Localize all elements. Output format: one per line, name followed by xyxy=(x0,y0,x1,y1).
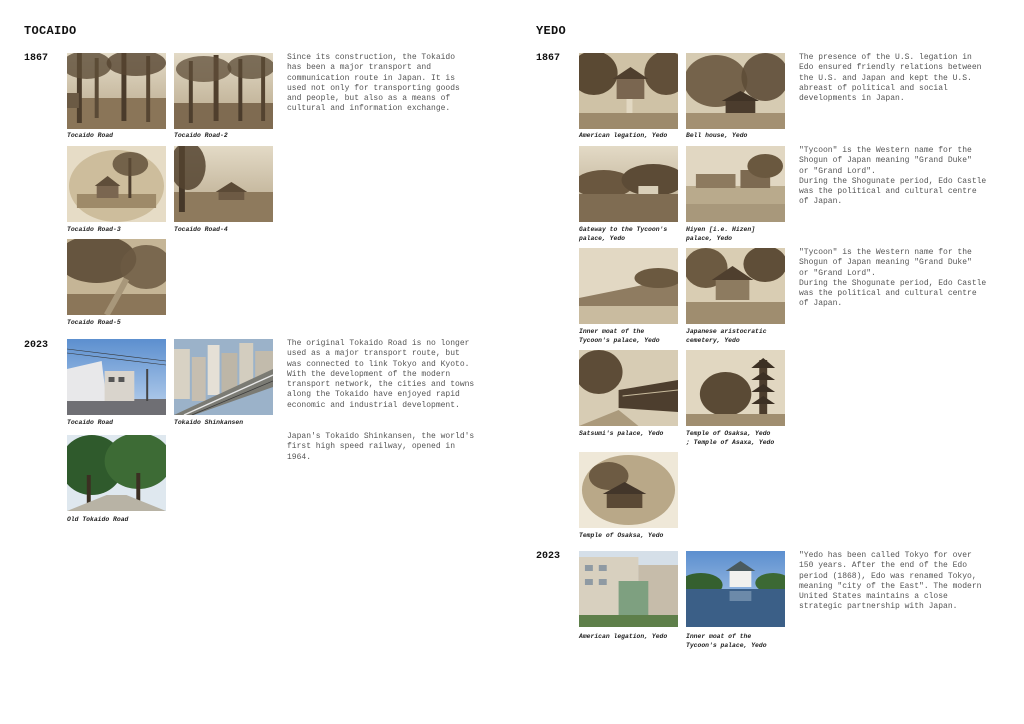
tocaido-road-5-caption: Tocaido Road-5 xyxy=(67,319,121,326)
hiyen-palace-caption: Hiyen [i.e. Hizen] palace, Yedo xyxy=(686,226,756,242)
gateway-tycoon-palace-caption: Gateway to the Tycoon's palace, Yedo xyxy=(579,226,668,242)
yedo-year-1867: 1867 xyxy=(536,53,561,64)
bell-house-caption: Bell house, Yedo xyxy=(686,132,748,139)
inner-moat-2023-photo xyxy=(686,551,785,627)
yedo-text-1: The presence of the U.S. legation in Edo ensured friendly relations between the U.S. and Japan and kept the U.S. abreast of political and social developments in Japan. xyxy=(799,53,982,104)
aristocratic-cemetery-photo xyxy=(686,248,785,324)
hiyen-palace-photo xyxy=(686,146,785,222)
old-tokaido-road-photo xyxy=(67,435,166,511)
inner-moat-1867-caption: Inner moat of the Tycoon's palace, Yedo xyxy=(579,328,660,344)
tokaido-shinkansen-caption: Tokaido Shinkansen xyxy=(174,419,244,426)
american-legation-1867-photo xyxy=(579,53,678,129)
tocaido-road-3-photo xyxy=(67,146,166,222)
tokaido-shinkansen-photo xyxy=(174,339,273,415)
inner-moat-1867-photo xyxy=(579,248,678,324)
tocaido-road-5-photo xyxy=(67,239,166,315)
yedo-text-3: "Tycoon" is the Western name for the Shogun of Japan meaning "Grand Duke" or "Grand Lord". During the Shogunate period, Edo Castle was the political and cultural centre of Japan. xyxy=(799,248,987,309)
yedo-2023-text: "Yedo has been called Tokyo for over 150 years. After the end of the Edo period (1868), Edo was renamed Tokyo, meaning "city of the East". The modern United States maintains a close strategic partnership with Japan. xyxy=(799,551,982,612)
temple-osaksa-caption: Temple of Osaksa, Yedo xyxy=(579,532,664,539)
temple-osaksa-photo xyxy=(579,452,678,528)
temple-osaksa-pagoda-caption: Temple of Osaksa, Yedo ; Temple of Asaxa, Yedo xyxy=(686,430,775,446)
tocaido-road-4-caption: Tocaido Road-4 xyxy=(174,226,228,233)
satsumi-palace-photo xyxy=(579,350,678,426)
gateway-tycoon-palace-photo xyxy=(579,146,678,222)
american-legation-1867-caption: American legation, Yedo xyxy=(579,132,668,139)
temple-osaksa-pagoda-photo xyxy=(686,350,785,426)
tocaido-title: TOCAIDO xyxy=(24,24,77,38)
tocaido-road-2-photo xyxy=(174,53,273,129)
old-tokaido-road-caption: Old Tokaido Road xyxy=(67,516,129,523)
aristocratic-cemetery-caption: Japanese aristocratic cemetery, Yedo xyxy=(686,328,767,344)
tocaido-road-modern-photo xyxy=(67,339,166,415)
tocaido-2023-text-b: Japan's Tokaido Shinkansen, the world's first high speed railway, opened in 1964. xyxy=(287,432,475,462)
yedo-year-2023: 2023 xyxy=(536,551,561,562)
tocaido-road-2-caption: Tocaido Road-2 xyxy=(174,132,228,139)
tocaido-year-2023: 2023 xyxy=(24,340,49,351)
tocaido-road-caption: Tocaido Road xyxy=(67,132,114,139)
tocaido-year-1867: 1867 xyxy=(24,53,49,64)
bell-house-photo xyxy=(686,53,785,129)
tocaido-road-photo xyxy=(67,53,166,129)
tocaido-road-3-caption: Tocaido Road-3 xyxy=(67,226,121,233)
american-legation-2023-caption: American legation, Yedo xyxy=(579,633,668,640)
yedo-title: YEDO xyxy=(536,24,567,38)
tocaido-2023-text-a: The original Tokaido Road is no longer used as a major transport route, but was connected to link Tokyo and Kyoto. With the development of the modern transport network, the cities and towns along the Tokaido have enjoyed rapid economic and industrial development. xyxy=(287,339,475,410)
tocaido-road-modern-caption: Tocaido Road xyxy=(67,419,114,426)
satsumi-palace-caption: Satsumi's palace, Yedo xyxy=(579,430,664,437)
american-legation-2023-photo xyxy=(579,551,678,627)
inner-moat-2023-caption: Inner moat of the Tycoon's palace, Yedo xyxy=(686,633,767,649)
tocaido-1867-text: Since its construction, the Tokaido has been a major transport and communication route in Japan. It is used not only for transporting goods and people, but also as a means of cultural and information exchange. xyxy=(287,53,460,114)
yedo-text-2: "Tycoon" is the Western name for the Shogun of Japan meaning "Grand Duke" or "Grand Lord". During the Shogunate period, Edo Castle was the political and cultural centre of Japan. xyxy=(799,146,987,207)
tocaido-road-4-photo xyxy=(174,146,273,222)
